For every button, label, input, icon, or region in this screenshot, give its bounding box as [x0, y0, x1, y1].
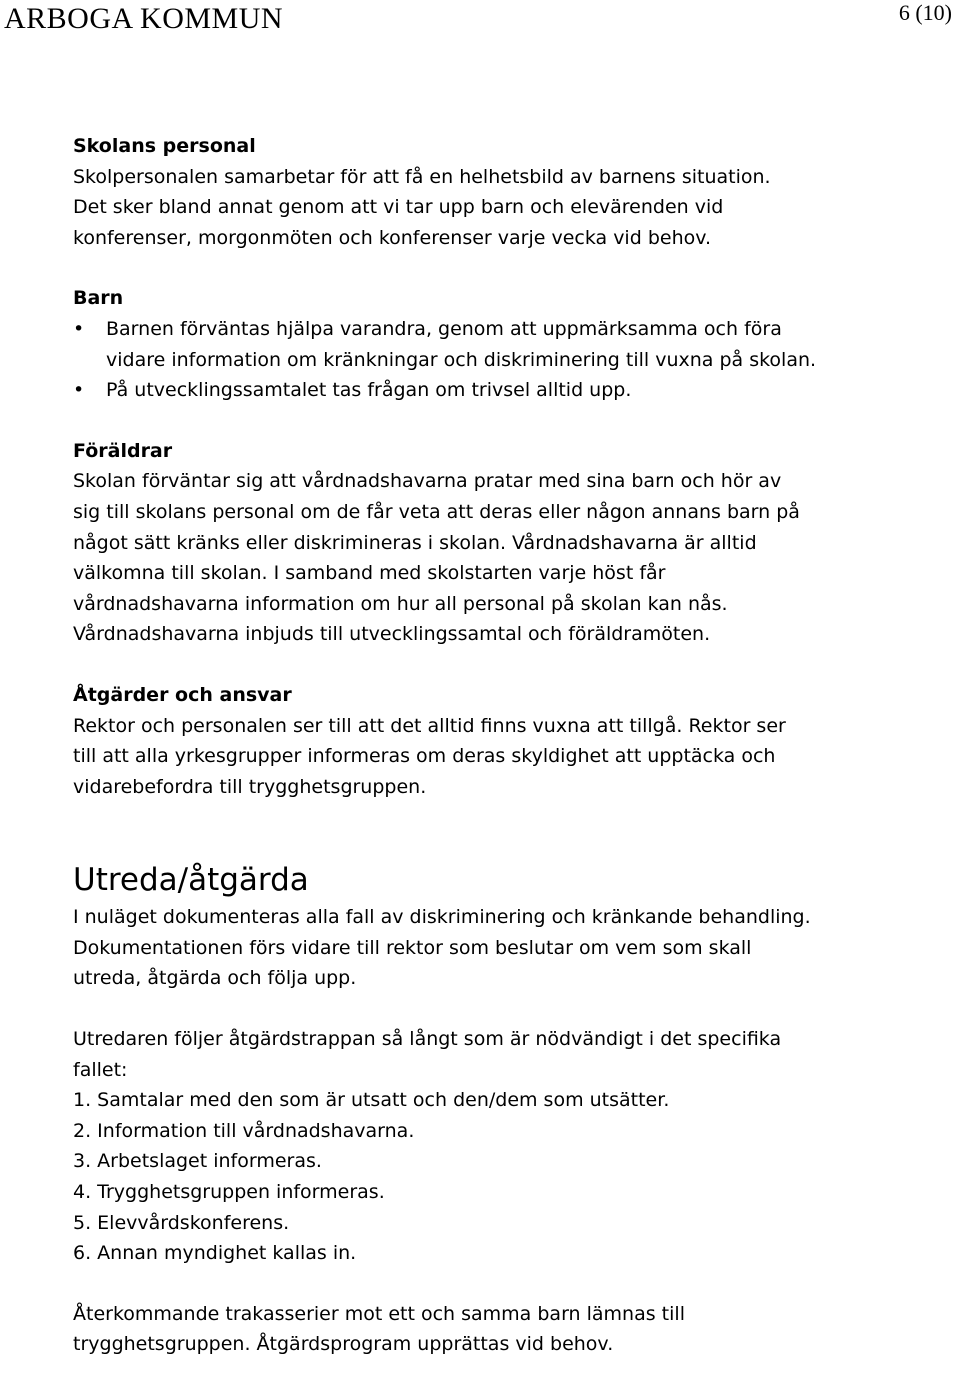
bullet-line: vidare information om kränkningar och diskriminering till vuxna på skolan.: [106, 348, 817, 371]
paragraph-line: Skolpersonalen samarbetar för att få en helhetsbild av barnens situation.: [73, 165, 771, 188]
page-section-title: Utreda/åtgärda: [73, 862, 309, 899]
bullet-icon: •: [73, 379, 85, 402]
step-item: 2. Information till vårdnadshavarna.: [73, 1119, 415, 1142]
section-skolans-personal: [73, 131, 943, 253]
bullet-list: [73, 314, 943, 406]
section-barn: [73, 283, 943, 405]
paragraph-line: konferenser, morgonmöten och konferenser varje vecka vid behov.: [73, 226, 712, 249]
bullet-icon: •: [73, 317, 85, 340]
paragraph-line: utreda, åtgärda och följa upp.: [73, 967, 357, 990]
paragraph-line: Dokumentationen förs vidare till rektor som beslutar om vem som skall: [73, 936, 752, 959]
paragraph-line: fallet:: [73, 1058, 128, 1081]
section-utreda-atgarda: [73, 860, 943, 1360]
step-item: 3. Arbetslaget informeras.: [73, 1150, 322, 1173]
document-body: [73, 131, 943, 1360]
paragraph-line: vårdnadshavarna information om hur all personal på skolan kan nås.: [73, 592, 728, 615]
steps-list: [73, 1085, 943, 1269]
paragraph-line: Återkommande trakasserier mot ett och samma barn lämnas till: [73, 1302, 685, 1325]
section-heading: Åtgärder och ansvar: [73, 683, 292, 706]
municipality-logo: ARBOGA KOMMUN: [4, 2, 284, 35]
bullet-item: [73, 314, 943, 375]
step-item: 1. Samtalar med den som är utsatt och den/dem som utsätter.: [73, 1089, 670, 1112]
paragraph-line: Det sker bland annat genom att vi tar upp barn och elevärenden vid: [73, 196, 724, 219]
section-atgarder-och-ansvar: [73, 680, 943, 802]
step-item: 4. Trygghetsgruppen informeras.: [73, 1181, 385, 1204]
step-item: 5. Elevvårdskonferens.: [73, 1211, 290, 1234]
bullet-item: [73, 375, 943, 406]
paragraph-line: till att alla yrkesgrupper informeras om deras skyldighet att upptäcka och: [73, 745, 776, 768]
paragraph-line: Utredaren följer åtgärdstrappan så långt som är nödvändigt i det specifika: [73, 1028, 782, 1051]
bullet-line: Barnen förväntas hjälpa varandra, genom att uppmärksamma och föra: [106, 317, 782, 340]
paragraph-line: trygghetsgruppen. Åtgärdsprogram upprättas vid behov.: [73, 1333, 614, 1356]
paragraph-line: något sätt kränks eller diskrimineras i skolan. Vårdnadshavarna är alltid: [73, 531, 757, 554]
paragraph-line: I nuläget dokumenteras alla fall av diskriminering och kränkande behandling.: [73, 906, 811, 929]
paragraph-line: Skolan förväntar sig att vårdnadshavarna pratar med sina barn och hör av: [73, 470, 782, 493]
paragraph-line: Rektor och personalen ser till att det alltid finns vuxna att tillgå. Rektor ser: [73, 714, 786, 737]
page-number: 6 (10): [898, 0, 952, 25]
paragraph-line: sig till skolans personal om de får veta att deras eller någon annans barn på: [73, 500, 800, 523]
bullet-line: På utvecklingssamtalet tas frågan om trivsel alltid upp.: [106, 379, 632, 402]
step-item: 6. Annan myndighet kallas in.: [73, 1242, 357, 1265]
section-heading: Föräldrar: [73, 439, 173, 462]
paragraph-line: vidarebefordra till trygghetsgruppen.: [73, 775, 427, 798]
section-heading: Skolans personal: [73, 135, 256, 157]
paragraph-line: Vårdnadshavarna inbjuds till utvecklingssamtal och föräldramöten.: [73, 623, 711, 646]
section-foraldrar: [73, 436, 943, 650]
paragraph-line: välkomna till skolan. I samband med skolstarten varje höst får: [73, 562, 666, 585]
section-heading: Barn: [73, 287, 124, 310]
